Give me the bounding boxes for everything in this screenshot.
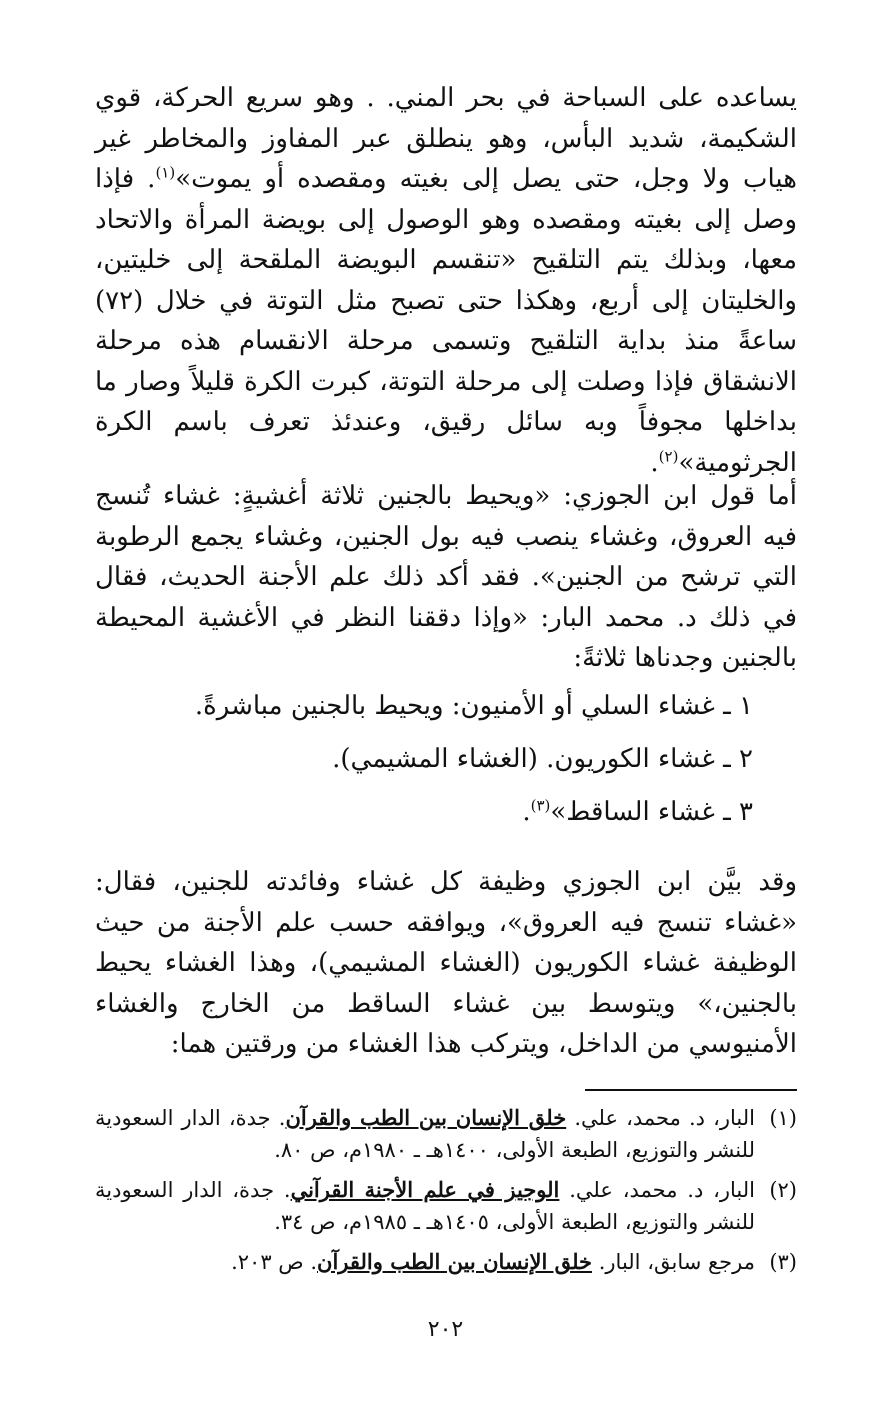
footnotes [95, 1102, 797, 1286]
footnote-3 [95, 1246, 797, 1278]
footnote-1 [95, 1102, 797, 1166]
footnote-divider [585, 1089, 797, 1091]
footnote-ref-1[interactable]: (١) [155, 163, 176, 182]
footnote-number: (٢) [769, 1178, 797, 1202]
membranes-list [113, 686, 753, 845]
footnote-text: مرجع سابق، البار. خلق الإنسان بين الطب والقرآن. ص ٢٠٣. [231, 1249, 755, 1274]
book-title: خلق الإنسان بين الطب والقرآن [285, 1105, 567, 1130]
footnote-ref-3[interactable]: (٣) [530, 796, 551, 815]
paragraph-sperm-journey: يساعده على السباحة في بحر المني. . وهو سريع الحركة، قوي الشكيمة، شديد البأس، وهو ينطلق عبر المفاوز والمخاطر غير هياب ولا وجل، حتى يصل إلى بغيته ومقصده أو يموت»$^{(١)}$. فإذا وصل إلى بغيته ومقصده وهو الوصول إلى بويضة المرأة والاتحاد معها، وبذلك يتم التلقيح «تنقسم البويضة الملقحة إلى خليتين، والخليتان إلى أربع، وهكذا حتى تصبح مثل التوتة في خلال (٧٢) ساعةً منذ بداية التلقيح وتسمى مرحلة الانقسام هذه مرحلة الانشقاق فإذا وصلت إلى مرحلة التوتة، كبرت الكرة قليلاً وصار ما بداخلها مجوفاً وبه سائل رقيق، وعندئذ تعرف باسم الكرة الجرثومية»$^{(٢)}$. [95, 83, 797, 478]
footnote-text: البار، د. محمد، علي. خلق الإنسان بين الطب والقرآن. جدة، الدار السعودية للنشر والتوزيع، الطبعة الأولى، ١٤٠٠هـ ـ ١٩٨٠م، ص ٨٠. [95, 1105, 755, 1162]
list-item: ٢ ـ غشاء الكوريون. (الغشاء المشيمي). [332, 744, 753, 774]
footnote-2 [95, 1174, 797, 1238]
book-title: الوجيز في علم الأجنة القرآني [290, 1177, 560, 1202]
page-number: ٢٠٢ [427, 1317, 464, 1342]
list-item: ١ ـ غشاء السلي أو الأمنيون: ويحيط بالجنين مباشرةً. [194, 691, 753, 721]
book-title: خلق الإنسان بين الطب والقرآن [317, 1249, 593, 1274]
footnote-number: (٣) [769, 1250, 797, 1274]
paragraph-membrane-function: وقد بيَّن ابن الجوزي وظيفة كل غشاء وفائدته للجنين، فقال: «غشاء تنسج فيه العروق»، ويوافقه حسب علم الأجنة من حيث الوظيفة غشاء الكوريون (الغشاء المشيمي)، وهذا الغشاء يحيط بالجنين،» ويتوسط بين غشاء الساقط من الخارج والغشاء الأمنيوسي من الداخل، ويتركب هذا الغشاء من ورقتين هما: [95, 867, 797, 1059]
footnote-ref-2[interactable]: (٢) [658, 446, 679, 465]
list-item: ٣ ـ غشاء الساقط»$^{(٣)}$. [522, 796, 753, 827]
footnote-number: (١) [769, 1106, 797, 1130]
paragraph-ibn-aljawzi-membranes: أما قول ابن الجوزي: «ويحيط بالجنين ثلاثة أغشيةٍ: غشاء تُنسج فيه العروق، وغشاء ينصب فيه بول الجنين، وغشاء يجمع الرطوبة التي ترشح من الجنين». فقد أكد ذلك علم الأجنة الحديث، فقال في ذلك د. محمد البار: «وإذا دققنا النظر في الأغشية المحيطة بالجنين وجدناها ثلاثةً: [95, 481, 797, 673]
footnote-text: البار، د. محمد، علي. الوجيز في علم الأجنة القرآني. جدة، الدار السعودية للنشر والتوزيع، الطبعة الأولى، ١٤٠٥هـ ـ ١٩٨٥م، ص ٣٤. [95, 1177, 755, 1234]
